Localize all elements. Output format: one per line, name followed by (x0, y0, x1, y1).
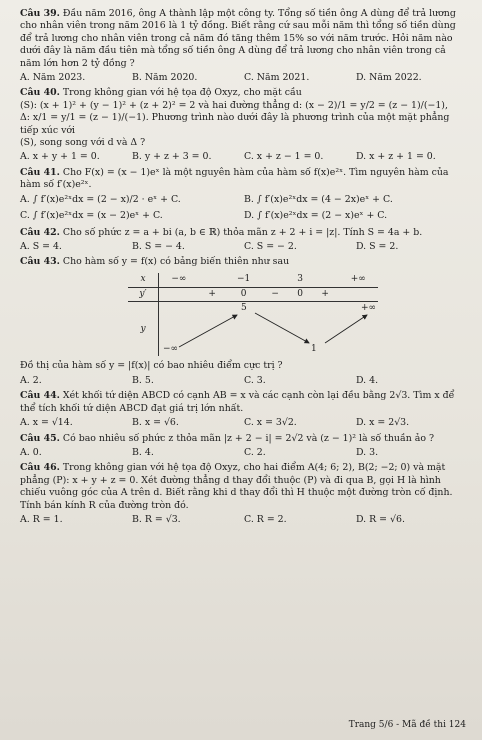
q41-option-a[interactable]: A. ∫ f′(x)e²ˣdx = (2 − x)/2 · eˣ + C. (20, 193, 181, 205)
q43-option-c[interactable]: C. 3. (244, 374, 266, 386)
q46-option-d[interactable]: D. R = √6. (356, 513, 405, 525)
question-39-text: Đầu năm 2016, ông A thành lập một công ty. Tổng số tiền ông A dùng để trả lương cho nhân viên trong năm 2016 là 1 tỷ đồng. Biết rằng cứ sau mỗi năm thì tổng số tiền dùng để trả lương cho nhân viên trong cả năm đó tăng thêm 15% so với năm trước. Hỏi năm nào dưới đây là năm đầu tiên mà tổng số tiền ông A dùng để trả lương cho nhân viên trong cả năm lớn hơn 2 tỷ đồng ? (20, 8, 456, 69)
vt-y-1: 5 (241, 303, 247, 314)
q41-option-b[interactable]: B. ∫ f′(x)e²ˣdx = (4 − 2x)eˣ + C. (244, 193, 393, 205)
q39-option-a[interactable]: A. Năm 2023. (20, 72, 86, 84)
q39-option-b[interactable]: B. Năm 2020. (132, 72, 198, 84)
question-43-head: Câu 43. (20, 256, 60, 268)
vt-x-2: 3 (288, 273, 312, 287)
vt-yp-label: y′ (128, 287, 159, 302)
question-40-text4: (S), song song với d và Δ ? (20, 137, 146, 149)
vt-x-1: −1 (225, 273, 261, 287)
question-41-text1: Cho F(x) = (x − 1)eˣ là một nguyên hàm của hàm số f(x)e²ˣ. Tìm nguyên hàm của (62, 166, 449, 178)
question-44-head: Câu 44. (20, 390, 60, 402)
vt-y-label: y (128, 302, 159, 357)
question-41 (20, 167, 468, 192)
question-44-text: Xét khối tứ diện ABCD có cạnh AB = x và các cạnh còn lại đều bằng 2√3. Tìm x để thể tích khối tứ diện ABCD đạt giá trị lớn nhất. (20, 390, 455, 414)
question-41-options (20, 194, 468, 223)
q40-option-d[interactable]: D. x + z + 1 = 0. (356, 151, 436, 163)
q41-option-d[interactable]: D. ∫ f′(x)e²ˣdx = (2 − x)eˣ + C. (244, 210, 388, 222)
question-40 (20, 87, 468, 149)
q39-option-d[interactable]: D. Năm 2022. (356, 72, 422, 84)
q45-option-c[interactable]: C. 2. (244, 446, 266, 458)
question-45-options (20, 447, 468, 459)
q44-option-d[interactable]: D. x = 2√3. (356, 417, 410, 429)
vt-arrows (159, 303, 385, 355)
vt-yp-3: 0 (288, 287, 312, 302)
q42-option-b[interactable]: B. S = − 4. (132, 240, 185, 252)
question-42-options (20, 241, 468, 253)
question-46-head: Câu 46. (20, 462, 60, 474)
q45-option-a[interactable]: A. 0. (20, 446, 42, 458)
vt-yp-0: + (199, 287, 226, 302)
question-39-head: Câu 39. (20, 8, 60, 19)
question-44 (20, 390, 468, 415)
vt-arrow-down (255, 313, 309, 343)
q44-option-c[interactable]: C. x = 3√2. (244, 417, 297, 429)
vt-arrow-up-2 (325, 315, 367, 343)
question-41-head: Câu 41. (20, 166, 60, 178)
vt-arrow-up-1 (179, 315, 237, 347)
question-43 (20, 256, 468, 268)
question-46-text: Trong không gian với hệ tọa độ Oxyz, cho hai điểm A(4; 6; 2), B(2; −2; 0) và mặt phẳng (P): x + y + z = 0. Xét đường thẳng d thay đổi thuộc (P) và đi qua B, gọi H là hình chiếu vuông góc của A trên d. Biết rằng khi d thay đổi thì H thuộc một đường tròn cố định. Tính bán kính R của đường tròn đó. (20, 462, 453, 511)
page-footer: Trang 5/6 - Mã đề thi 124 (348, 720, 466, 731)
question-39 (20, 8, 468, 70)
question-42-head: Câu 42. (20, 226, 60, 238)
question-41-text2: hàm số f′(x)e²ˣ. (20, 179, 92, 191)
question-43-text: Cho hàm số y = f(x) có bảng biến thiên như sau (62, 256, 290, 268)
q44-option-a[interactable]: A. x = √14. (20, 417, 73, 429)
q42-option-c[interactable]: C. S = − 2. (244, 240, 297, 252)
q45-option-d[interactable]: D. 3. (356, 446, 379, 458)
question-40-head: Câu 40. (20, 87, 60, 99)
question-42 (20, 227, 468, 239)
vt-yp-1: 0 (225, 287, 261, 302)
q42-option-a[interactable]: A. S = 4. (20, 240, 62, 252)
question-43-question: Đồ thị của hàm số y = |f(x)| có bao nhiêu điểm cực trị ? (20, 360, 283, 372)
question-45-text: Có bao nhiêu số phức z thỏa mãn |z + 2 − i| = 2√2 và (z − 1)² là số thuần ảo ? (62, 432, 434, 444)
q45-option-b[interactable]: B. 4. (132, 446, 154, 458)
q39-option-c[interactable]: C. Năm 2021. (244, 72, 310, 84)
question-46-options (20, 514, 468, 526)
q44-option-b[interactable]: B. x = √6. (132, 417, 179, 429)
vt-y-0: −∞ (163, 343, 179, 354)
vt-y-2: 1 (311, 343, 317, 354)
q41-option-c[interactable]: C. ∫ f′(x)e²ˣdx = (x − 2)eˣ + C. (20, 210, 163, 222)
variation-table (128, 273, 378, 357)
vt-x-0: −∞ (159, 273, 199, 287)
question-45-head: Câu 45. (20, 432, 60, 444)
q43-option-d[interactable]: D. 4. (356, 374, 379, 386)
question-39-options (20, 72, 468, 84)
question-45 (20, 433, 468, 445)
question-42-text: Cho số phức z = a + bi (a, b ∈ ℝ) thỏa mãn z + 2 + i = |z|. Tính S = 4a + b. (62, 226, 423, 238)
q40-option-b[interactable]: B. y + z + 3 = 0. (132, 151, 212, 163)
q40-option-a[interactable]: A. x + y + 1 = 0. (20, 151, 100, 163)
q46-option-b[interactable]: B. R = √3. (132, 513, 181, 525)
q46-option-a[interactable]: A. R = 1. (20, 513, 63, 525)
question-40-text3: Δ: x/1 = y/1 = (z − 1)/(−1). Phương trình nào dưới đây là phương trình của một mặt phẳng tiếp xúc với (20, 112, 450, 136)
vt-y-row (159, 303, 378, 355)
vt-y-3: +∞ (360, 303, 376, 314)
question-46 (20, 462, 468, 512)
vt-x-label: x (128, 273, 159, 287)
vt-yp-4: + (312, 287, 339, 302)
q43-option-a[interactable]: A. 2. (20, 374, 42, 386)
vt-x-3: +∞ (339, 273, 379, 287)
q42-option-d[interactable]: D. S = 2. (356, 240, 399, 252)
q40-option-c[interactable]: C. x + z − 1 = 0. (244, 151, 324, 163)
question-40-options (20, 151, 468, 163)
question-40-text1: Trong không gian với hệ tọa độ Oxyz, cho mặt cầu (62, 87, 302, 99)
q43-option-b[interactable]: B. 5. (132, 374, 154, 386)
vt-yp-2: − (262, 287, 289, 302)
q46-option-c[interactable]: C. R = 2. (244, 513, 287, 525)
question-44-options (20, 417, 468, 429)
question-40-text2: (S): (x + 1)² + (y − 1)² + (z + 2)² = 2 và hai đường thẳng d: (x − 2)/1 = y/2 = (z − 1)/(−1), (20, 99, 448, 111)
question-43-options (20, 375, 468, 387)
